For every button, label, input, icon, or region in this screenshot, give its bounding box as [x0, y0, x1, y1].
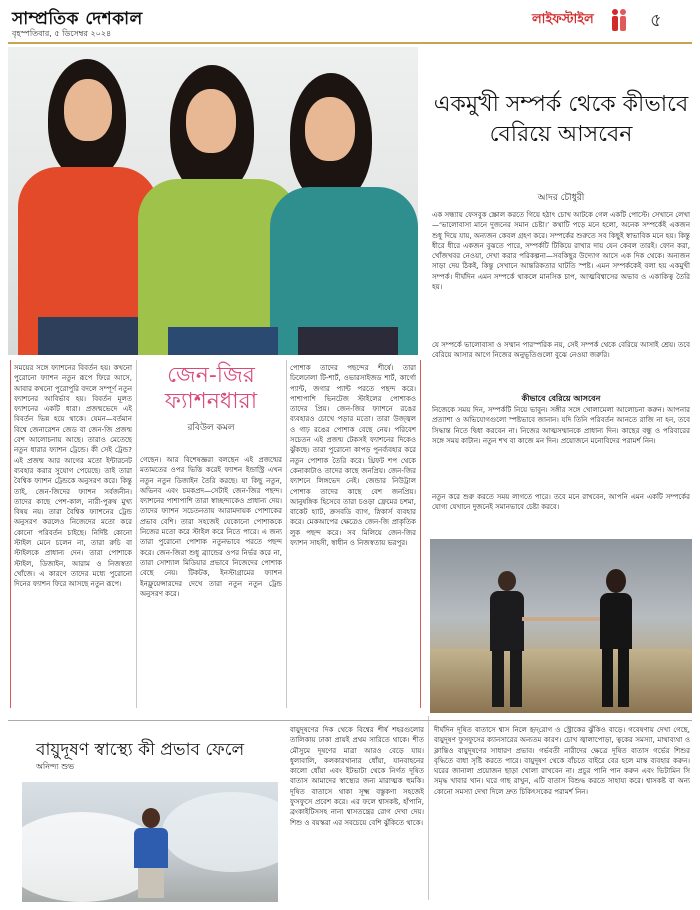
pollution-article-byline: অনিন্দ্য শুভ — [36, 762, 75, 771]
fashion-article-col2: গেছেন। আর বিশেষজ্ঞরা বলছেন এই প্রজন্মের মতামতের ওপর ভিত্তি করেই ফ্যাশন ইন্ডাস্ট্রি এখন নতুন নতুন ডিজাইন তৈরি করছে। যা কিছু নতুন, অভিনব এবং চমকপ্রদ—সেটাই জেন-জির পছন্দ। ফ্যাশনের পাশাপাশি তারা স্বাচ্ছন্দ্যকেও প্রাধান্য দেয়। তাদের ফ্যাশন সচেতনতায় আরামদায়ক পোশাকের প্রভাব বেশি। তারা সহজেই যেকোনো পোশাককে নিজের মতো করে স্টাইল করে নিতে পারে। এ জন্য তারা পুরোনো পোশাক নতুনভাবে পরতে পছন্দ করে। জেন-জিরা শুধু ব্র্যান্ডের ওপর নির্ভর করে না, তারা সোশ্যাল মিডিয়ার প্রভাবে নিজেদের পোশাক বেছে নেয়। টিকটক, ইনস্টাগ্রামের ফ্যাশন ইনফ্লুয়েন্সারদের দেখে তারা নতুন নতুন ট্রেন্ড অনুসরণ করে। — [140, 456, 282, 598]
relationship-article-byline: আদর চৌধুরী — [537, 193, 585, 203]
pollution-article-col1: বায়ুদূষণের দিক থেকে বিশ্বের শীর্ষ শহরগুলোর তালিকায় ঢাকা প্রায়ই প্রথম সারিতে থাকে। শীত মৌসুমে দূষণের মাত্রা আরও বেড়ে যায়। ধুলাবালি, কলকারখানার ধোঁয়া, যানবাহনের কালো ধোঁয়া এবং ইটভাটা থেকে নির্গত দূষিত বাতাস আমাদের স্বাস্থ্যের জন্য মারাত্মক হুমকি। দূষিত বাতাসে থাকা সূক্ষ্ম বস্তুকণা সহজেই ফুসফুসে প্রবেশ করে। এর ফলে শ্বাসকষ্ট, হাঁপানি, ব্রংকাইটিসসহ নানা শ্বাসতন্ত্রের রোগ দেখা দেয়। শিশু ও বয়স্করা এর সবচেয়ে বেশি ঝুঁকিতে থাকে। — [290, 726, 424, 827]
pollution-article-col2: দীর্ঘদিন দূষিত বাতাসে শ্বাস নিলে হৃদ্‌রোগ ও স্ট্রোকের ঝুঁকিও বাড়ে। গবেষণায় দেখা গেছে, বায়ুদূষণ ফুসফুসের ক্যানসারের অন্যতম কারণ। চোখ জ্বালাপোড়া, ত্বকের সমস্যা, মাথাব্যথা ও ক্লান্তিও বায়ুদূষণের সাধারণ প্রভাব। গর্ভবতী নারীদের ক্ষেত্রে দূষিত বাতাস গর্ভের শিশুর বৃদ্ধিতে বাধা সৃষ্টি করতে পারে। বায়ুদূষণ থেকে বাঁচতে বাইরে বের হলে মাস্ক ব্যবহার করুন। ঘরের জানালা প্রয়োজন ছাড়া খোলা রাখবেন না। প্রচুর পানি পান করুন এবং ভিটামিন সি সমৃদ্ধ খাবার খান। ঘরে গাছ রাখুন, এটি বাতাস বিশুদ্ধ করতে সাহায্য করে। শ্বাসকষ্ট বা অন্য কোনো সমস্যা দেখা দিলে দ্রুত চিকিৎসকের পরামর্শ নিন। — [434, 726, 690, 796]
section-divider — [8, 720, 692, 721]
page-number: ৫ — [650, 10, 662, 31]
fashion-photo — [8, 47, 418, 355]
fashion-article-col3: পোশাক তাদের পছন্দের শীর্ষে। তারা ঢিলেঢালা টি-শার্ট, ওভারসাইজড শার্ট, কার্গো প্যান্ট, জগার প্যান্ট পরতে পছন্দ করে। পাশাপাশি ভিনটেজ স্টাইলের পোশাকও তাদের প্রিয়। জেন-জির ফ্যাশনে রঙের ব্যবহারও চোখে পড়ার মতো। তারা উজ্জ্বল ও গাঢ় রঙের পোশাক বেছে নেয়। পরিবেশ সচেতন এই প্রজন্ম টেকসই ফ্যাশনের দিকেও ঝুঁকছে। তারা পুরোনো কাপড় পুনর্ব্যবহার করে নতুন পোশাক তৈরি করে। থ্রিফট শপ থেকে কেনাকাটাও তাদের কাছে জনপ্রিয়। জেন-জির ফ্যাশনে লিঙ্গভেদ নেই। জেন্ডার নিউট্রাল পোশাক তাদের কাছে বেশ জনপ্রিয়। আনুষঙ্গিক হিসেবে তারা চওড়া ফ্রেমের চশমা, বাকেট হ্যাট, ক্রসবডি ব্যাগ, স্নিকার্স ব্যবহার করে। মেকআপের ক্ষেত্রেও জেন-জি প্রাকৃতিক লুক পছন্দ করে। সব মিলিয়ে জেন-জির ফ্যাশন সাহসী, স্বাধীন ও নিজস্বতায় ভরপুর। — [290, 364, 416, 548]
relationship-para2: যে সম্পর্কে ভালোবাসা ও সম্মান পারস্পরিক নয়, সেই সম্পর্ক থেকে বেরিয়ে আসাই শ্রেয়। তবে বেরিয়ে আসার আগে নিজের অনুভূতিগুলো বুঝে নেওয়া জরুরি। — [432, 341, 690, 360]
fashion-title-line1: জেন-জির — [167, 363, 255, 388]
pollution-photo — [22, 782, 278, 902]
relationship-para4: নতুন করে শুরু করতে সময় লাগতে পারে। তবে মনে রাখবেন, আপনি এমন একটি সম্পর্কের যোগ্য যেখানে দুজনেই সমানভাবে চেষ্টা করবে। — [432, 493, 690, 512]
relationship-para3: নিজেকে সময় দিন, সম্পর্কটি নিয়ে ভাবুন। সঙ্গীর সঙ্গে খোলামেলা আলোচনা করুন। আপনার প্রত্যাশা ও অভিযোগগুলো স্পষ্টভাবে জানান। যদি তিনি পরিবর্তন আনতে রাজি না হন, তবে সিদ্ধান্ত নিতে দ্বিধা করবেন না। নিজের আত্মসম্মানকে প্রাধান্য দিন। কাছের বন্ধু ও পরিবারের সঙ্গে সময় কাটান। নতুন শখ বা কাজে মন দিন। প্রয়োজনে মনোবিদের পরামর্শ নিন। — [432, 406, 690, 445]
header-divider — [8, 42, 692, 44]
masthead: সাম্প্রতিক দেশকাল — [12, 9, 143, 29]
pollution-article-title: বায়ুদূষণ স্বাস্থ্যে কী প্রভাব ফেলে — [36, 740, 245, 760]
fashion-article-title — [146, 363, 276, 415]
dateline: বৃহস্পতিবার, ৫ ডিসেম্বর ২০২৪ — [12, 29, 112, 38]
fashion-title-line2: ফ্যাশনধারা — [164, 389, 258, 414]
fashion-article-col1: সময়ের সঙ্গে ফ্যাশনের বিবর্তন হয়। কখনো পুরোনো ফ্যাশন নতুন রূপে ফিরে আসে, আবার কখনো পুরোপুরি বদলে সম্পূর্ণ নতুন ফ্যাশনের আবির্ভাব হয়। বিবর্তন মূলত ফ্যাশনের একটি ধারা। প্রজন্মভেদে এই বিবর্তন ভিন্ন হয়ে থাকে। যেমন—বর্তমান বিশ্বে জেনারেশন জেড বা জেন-জি প্রজন্ম বেশ আলোচনায় আছে। তারাও মেতেছে নতুন ধারার ফ্যাশন ট্রেন্ডে। কী সেই ট্রেন্ড? এই প্রজন্ম আর আগের মতো ইন্টারনেট ব্যবহার করার সুযোগ পেয়েছে। তাই তারা বৈশ্বিক ফ্যাশন ট্রেন্ডকে অনুসরণ করে। কিন্তু তাই, জেন-জিদের ফ্যাশন সর্বজনীন। তাদের কাছে পেশ-কাল, নারী-পুরুষ মুখ্য বিষয় নয়। তারা বৈশ্বিক ফ্যাশনের ট্রেন্ড অনুসরণ করলেও নিজেদের মতো করে কোনো পরিবর্তন চাইছে। নির্দিষ্ট কোনো স্টাইল মেনে চলেন না, তারা রুচি বা স্টাইলকে প্রাধান্য দেন। তারা পোশাকে স্টাইল, ডিজাইন, আরাম ও নিজস্বতা খোঁজে। এ কারণে তাদের মধ্যে পুরোনো দিনের ফ্যাশন ফিরে আসছে নতুন রূপে। — [14, 364, 132, 589]
section-label: লাইফস্টাইল — [532, 12, 594, 27]
couple-photo — [430, 539, 692, 713]
relationship-subhead: কীভাবে বেরিয়ে আসবেন — [521, 394, 601, 403]
relationship-para1: এক সন্ধ্যায় ফেসবুক স্ক্রোল করতে গিয়ে হঠাৎ চোখ আটকে গেল একটি পোস্টে। সেখানে লেখা—‘ভালোবাসা মানে দুজনের সমান চেষ্টা।’ কথাটি পড়ে মনে হলো, অনেক সম্পর্কেই একজন শুধু দিয়ে যায়, অন্যজন কেবল গ্রহণ করে। সম্পর্কের শুরুতে সব কিছুই স্বাভাবিক মনে হয়। কিন্তু ধীরে ধীরে একজন বুঝতে পারে, সম্পর্কটি টিকিয়ে রাখার দায় যেন কেবল তারই। ফোন করা, খোঁজখবর নেওয়া, দেখা করার পরিকল্পনা—সবকিছুর উদ্যোগ আসে এক দিক থেকে। অন্যজন সাড়া দেয় ঠিকই, কিন্তু সেখানে আন্তরিকতার ঘাটতি স্পষ্ট। এমন সম্পর্ককেই বলা হয় একমুখী সম্পর্ক। দীর্ঘদিন এমন সম্পর্কে থাকলে মানসিক চাপ, আত্মবিশ্বাসের অভাব ও একাকিত্ব তৈরি হয়। — [432, 211, 690, 292]
fashion-article-byline: রবিউল কমল — [187, 423, 235, 433]
couple-icon — [608, 8, 630, 32]
relationship-article-title: একমুখী সম্পর্ক থেকে কীভাবে বেরিয়ে আসবেন — [433, 92, 689, 147]
